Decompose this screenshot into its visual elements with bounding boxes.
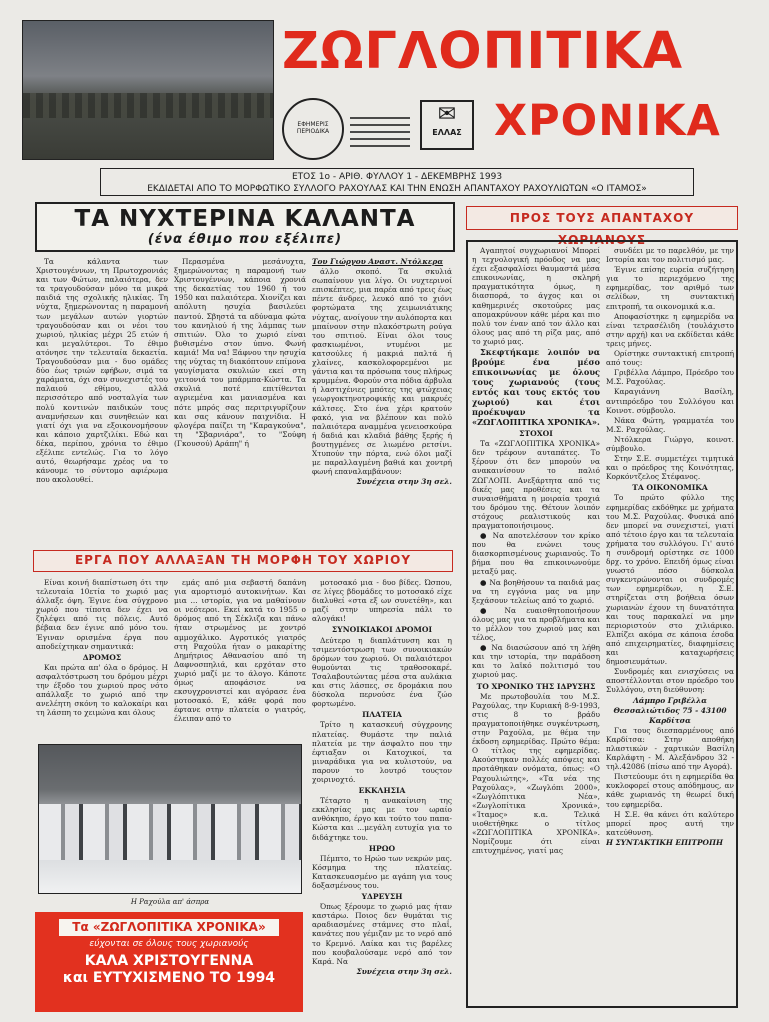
post-horn-logo: ✉ ΕΛΛΑΣ — [420, 100, 474, 150]
article1-column-2: Περασμένα μεσάνυχτα, ξημερώνοντας η παραμονή των Χριστουγέννων, κάποια χρονιά της δεκαετίας του 1960 ή του 1950 και παλαιότερα. Χιονίζει και απόλυτη ησυχία βασιλεύει παντού. Σβηστά τα αδύναμα φώτα του κανηλιού ή της λάμπας των σπιτιών. Όλο το χωριό είναι βυθισμένο στον ύπνο. Φωνή καμιά! Μα να! Ξάφνου την ησυχία της νύχτας τη διακόπτουν επίμονα γαυγίσματα σκυλιών εκεί στη γειτονιά του μπάρμπα-Κώστα. Τα σκυλιά ποτέ επιτίθενται αγριεμένα και μανιασμένα και πότε μπρός σας περιτριγυρίζουν και σας κάνουν παιχνίδια. Η φλογέρα παίζει τη "Καραγκούνα", τη "Σβαρνιάρα", το "Σούφη (Γκουσού) Αράπη" ή — [174, 257, 306, 448]
editorial-committee-signature: Η ΣΥΝΤΑΚΤΙΚΗ ΕΠΙΤΡΟΠΗ — [606, 837, 723, 847]
publisher-line: ΕΚΔΙΔΕΤΑΙ ΑΠΟ ΤΟ ΜΟΡΦΩΤΙΚΟ ΣΥΛΛΟΓΟ ΡΑΧΟΥΛΑΣ ΚΑΙ ΤΗΝ ΕΝΩΣΗ ΑΠΑΝΤΑΧΟΥ ΡΑΧΟΥΛΙΩΤΩΝ «Ο ΙΤΑΜΟΣ» — [147, 184, 647, 194]
photo-caption: Η Ραχούλα απ' άσπρα — [130, 898, 210, 906]
article1-column-1: Τα κάλαντα των Χριστουγέννων, τη Πρωτοχρονιάς και των Φώτων, παλαιότερα, δεν τα τραγουδούσαν μόνο τα μικρά παιδιά της σχολικής ηλικίας. Τη νύχτα, ξημερώνοντας η παραμονή των μεγάλων αυτών γιορτών τραγουδούσαν και οι νέοι του χωριού, ηλικίας μέχρι 25 ετών ή και μεγαλύτεροι. Το έθιμο ατόνησε την τελευταία δεκαετία. Τραγουδούσαν μια - δυο ομάδες δύο έως τριών εφήβων, σιμά τα χαράματα, όχι σαν συνεχιστές του παλαιού εθίμου, αλλά περισσότερο από νοσταλγία των πολύ κοντινών παιδικών τους αναμνήσεων και συνηθειών και γιατί όχι για να εξοικονομήσουν και κάποιο χαρτζιλίκι. Εδώ και δέκα, περίπου, χρόνια το έθιμο εξέλιπε εντελώς. Για το λόγο αυτό, θεωρήσαμε χρέος να το κάνουμε το σύντομο αφιέρωμα που ακολουθεί. — [36, 257, 168, 485]
periodical-stamp-icon: ΕΦΗΜΕΡΙΣ ΠΕΡΙΟΔΙΚΑ — [282, 98, 344, 160]
ad-happy-new-year: και ΕΥΤΥΧΙΣΜΕΝΟ ΤΟ 1994 — [62, 970, 276, 986]
ad-wishes-line: εύχονται σε όλους τους χωριανούς — [89, 939, 249, 949]
postmark-waves-icon — [350, 112, 410, 148]
article2-column-3: μοτοσακό μια - δυο βίδες. Ώσπου, σε λίγες βδομάδες το μοτοσακό είχε διαλυθεί «στα εξ ων συνετέθη», και μαζί στην υπηρεσία πάλι το αλογάκι! ΣΥΝΟΙΚΙΑΚΟΙ ΔΡΟΜΟΙ Δεύτερο η διαπλάτυνση και η τσιμεντόστρωση των συνοικιακών δρόμων του χωριού. Οι παλαιότεροι θυμούνται τις τραθοσοκαρέ. Τσαλαβουτώντας μέσα στα αυλάκια και στις λάσπες, σε δρομάκια που δύσκολα περνούσε ένα ζώο φορτωμένο. ΠΛΑΤΕΙΑ Τρίτο η κατασκευή σύγχρονης πλατείας. Θυμάστε την παλιά πλατεία με την άσφαλτο που την έφτιαξαν οι Κατοχικοί, τα μιναράδικα για να κυλιστούν, να παρουν το λουτρό τουςτον χοιρινοχτό. ΕΚΚΛΗΣΙΑ Τέταρτο η ανακαίνιση της εκκλησίας μας με τον ωραίο ανθόκηπο, έργο και τούτο του παπα-Κώστα και ...μεγάλη ευτυχία για το διδάχτηκε του. ΗΡΩΟ Πέμπτο, το Ηρώο των νεκρών μας. Κόσμημα της πλατείας. Κατασκευασμένο με αγάπη για τους δοξασμένους του. ΥΔΡΕΥΣΗ Όπως ξέρουμε το χωριό μας ήταν καστάρω. Ποιος δεν θυμάται τις αραδιασμένες στάμνες στο πλαΐ, κανάτες που γέμιζαν με το νερό από το Κρεμνό. Λαίκα και τις βαρέλες που κουβαλούσαμε νερό από τον Καρά. Να Συνέχεια στην 3η σελ. — [312, 578, 452, 976]
ad-merry-christmas: ΚΑΛΑ ΧΡΙΣΤΟΥΓΕΝΝΑ — [84, 953, 254, 969]
ad-newspaper-name: Τα «ΖΩΓΛΟΠΙΤΙΚΑ ΧΡΟΝΙΚΑ» — [59, 919, 279, 936]
article1-continued: Συνέχεια στην 3η σελ. — [356, 477, 452, 487]
article2-column-1: Είναι κοινή διαπίστωση ότι την τελευταία 10ετία το χωριό μας άλλαξε όψη. Έγινε ένα σύγχρονο χωριό που τίποτα δεν έχει να ζηλέψει από τις πόλεις. Αυτό βέβαια δεν έγινε από μόνο του. Έγιναν ορισμένα έργα που αποδείχτηκαν σημαντικά: ΔΡΟΜΟΣ Και πρώτα απ' όλα ο δρόμος. Η ασφαλτόστρωση του δρόμου μέχρι την έξοδο του χωριού προς νότο απάλλαξε το χωριό από την ανελέητη σκόνη το καλοκαίρι και τη λάσπη το χειμώνα και όλους — [36, 578, 168, 718]
newspaper-title-line2: ΧΡΟΝΙΚΑ — [494, 96, 721, 146]
article2-continued: Συνέχεια στην 3η σελ. — [356, 966, 452, 976]
article1-subtitle: (ένα έθιμο που εξέλιπε) — [147, 232, 343, 247]
article2-banner: ΕΡΓΑ ΠΟΥ ΑΛΛΑΞΑΝ ΤΗ ΜΟΡΦΗ ΤΟΥ ΧΩΡΙΟΥ — [33, 550, 453, 572]
newspaper-title-line1: ΖΩΓΛΟΠΙΤΙΚΑ — [282, 22, 684, 81]
article1-column-3: Του Γιώργου Αναστ. Ντόλκερα άλλο σκοπό. Τα σκυλιά σωπαίνουν για λίγο. Οι νυχτερινοί επισκέπτες, μια παρέα από τρεις έως πέντε άνδρες, λευκό από το χιόνι φορτώματα της χειμωνιάτικης νύχτας, ανοίγουν την αυλόπορτα και μπαίνουν στην πλακόστρωτη ρούγα του σπιτιού. Είναι όλοι τους φασκιωμένοι, ντυμένοι με κατσούλες ή μακριά παλτά ή χλαίνες, κασκολοφορεμένοι με γάντια και τα πρόσωπα τους πλήρως κρυμμένα. Φορούν στα πόδια άρβυλα ή λαστιχένιες μπότες της φτώχειας γεωργοκτηνοτροφικής και μακρυές κάλτσες. Στο ένα χέρι κρατούν φακό, για να βλέπουν και πολύ παλαιότερα αναμμένα γενειοσκούρα ή δαδιά και κλαδιά βάθης ξερής ή βουτηγμένες σε λιωμένο ρετσίνι. Χτυπούν την πόρτα, ενώ όλοι μαζί με παραλλαγμένη βαθιά και χοντρή φωνή επαναλαμβάνουν: Συνέχεια στην 3η σελ. — [312, 257, 452, 487]
masthead-photo — [22, 20, 274, 160]
village-snow-photo — [38, 744, 302, 894]
issue-line: ΕΤΟΣ 1ο - ΑΡΙΘ. ΦΥΛΛΟΥ 1 - ΔΕΚΕΜΒΡΗΣ 1993 — [291, 172, 503, 182]
right-banner: ΠΡΟΣ ΤΟΥΣ ΑΠΑΝΤΑΧΟΥ ΧΩΡΙΑΝΟΥΣ — [466, 206, 738, 230]
right-column-2: συνδέει με το παρελθόν, με την Ιστορία και τον πολιτισμό μας. Έγινε επίσης ευρεία συζήτηση για το περιεχόμενο της εφημερίδας, τον αριθμό των σελίδων, τη συντακτική επιτροπή, τα οικονομικά κ.α. Αποφασίστηκε η εφημερίδα να είναι τετρασέλιδη (τουλάχιστο στην αρχή) και να εκδίδεται κάθε τρεις μήνες. Ορίστηκε συντακτική επιτροπή από τους: Γριβέλλα Λάμπρο, Πρόεδρο του Μ.Σ. Ραχούλας. Καραγιάννη Βασίλη, αντιπρόεδρο του Συλλόγου και Κοινοτ. σύμβουλο. Νάκα Φώτη, γραμματέα του Μ.Σ. Ραχούλας. Ντόλκερα Γιώργο, κοινοτ. σύμβουλο. Στην Σ.Ε. συμμετέχει τιμητικά και ο πρόεδρος της Κοινότητας, Κορκόντζελος Στέφανος. ΤΑ ΟΙΚΟΝΟΜΙΚΑ Το πρώτο φύλλο της εφημερίδας εκδόθηκε με χρήματα του Μ.Σ. Ραχούλας. Φυσικά από δεν μπορεί να συνεχιστεί, γιατί από τέτοιο έργο και τα τελευταία χρήματα του συλλόγου. Γι' αυτό η συνδρομή ορίστηκε σε 1000 δρχ. το χρόνο. Επειδή όμως είναι γνωστό πόσο δύσκολα συγκεντρώνονται οι συνδρομές των εφημερίδων, η Σ.Ε. στηρίζεται στη βοήθεια όσων χωριανών έχουν τη δυνατότητα και τους παρακαλεί να μην περιοριστούν στο χιλιάρικο. Ελπίζει ακόμα σε κάποια έσοδα από επιχειρηματίες, διαφημίσεις και καταχωρήσεις δημοσιευμάτων. Συνδρομές και ενισχύσεις να αποστέλλονται στον πρόεδρο του Συλλόγου, στη διεύθυνση: Λάμπρο Γριβέλλα Θεσσαλιώτιδος 75 - 43100 Καρδίτσα Για τους διεσπαρμένους από Καρδίτσα: Στην αποθήκη πλαστικών - χαρτικών Βασίλη Καρλάφτη - Μ. Αλεξάνδρου 32 - τηλ.42086 (πίσω από την Αγορά). Πιστεύουμε ότι η εφημερίδα θα κυκλοφορεί στους απόδημους, αν κάθε χωριανός τη θεωρεί δική του εφημερίδα. Η Σ.Ε. θα κάνει ότι καλύτερο μπορεί προς αυτή την κατεύθυνση. Η ΣΥΝΤΑΚΤΙΚΗ ΕΠΙΤΡΟΠΗ — [606, 246, 734, 847]
issue-info-box — [100, 168, 694, 196]
article2-column-2: εμάς από μια σεβαστή δαπάνη για αμορτισμό αυτοκινήτων. Και μια ... ιστορία, για να μαθαίνουν οι νεότεροι. Εκεί κατά το 1955 ο δρόμος από τη Σέκλιζα και πάνω ήταν στρωμένος με χοντρό αμμοχάλικο. Αγροτικός γιατρός στη Ραχούλα ήταν ο μακαρίτης Δημήτριος Αθανασίου από τη Δαφνοσπηλιά, και ερχόταν στο χωριό μαζί με το άλογο. Κάποτε όμως αποφάσισε να εκσυγχρονιστεί και αγόρασε ένα μοτοσακό. Ε, κάθε φορά που έφτανε στην πλατεία ο γιατρός, έλειπαν από το — [174, 578, 306, 724]
article1-title: ΤΑ ΝΥΧΤΕΡΙΝΑ ΚΑΛΑΝΤΑ — [74, 206, 416, 232]
article1-byline: Του Γιώργου Αναστ. Ντόλκερα — [312, 257, 444, 266]
post-horn-icon: ✉ — [437, 102, 457, 127]
christmas-greeting-ad — [35, 912, 303, 1012]
article1-heading — [35, 202, 455, 252]
right-column-1: Αγαπητοί συγχωριανοί Μπορεί η τεχνολογική πρόοδος να μας έχει εξασφαλίσει θαυμαστά μέσα επικοινωνίας, η σκληρή πραγματικότητα όμως, η διασπορά, το άγχος και οι καθημερινές σκοτούρες μας απομακρύνουν κάθε μέρα και πιο πολύ τον έναν από τον άλλο και όλους μας από τη ρίζα μας, από το χωριό μας. Σκεφτήκαμε λοιπόν να βρούμε ένα μέσο επικοινωνίας με όλους τους χωριανούς (τους εντός και τους εκτός του χωριού) και έτσι προέκυψαν τα «ΖΩΓΛΟΠΙΤΙΚΑ ΧΡΟΝΙΚΑ». ΣΤΟΧΟΙ Τα «ΖΩΓΛΟΠΙΤΙΚΑ ΧΡΟΝΙΚΑ» δεν τρέφουν αυταπάτες. Το ξέρουν ότι δεν μπορούν να ανακαινίσουν το παλιό ΖΩΓΛΟΠΙ. Ανεξάρτητα από τις δικές μας προθέσεις και τα συναισθήματα η μοιραία τροχιά του δρόμου της. Θέτουν λοιπόν στόχους ρεαλιστικούς και πραγματοποιήσιμους. ● Να αποτελέσουν τον κρίκο που θα ενώνει τους διασκορπισμένους χωριανούς. Το βήμα που θα επικοινωνούμε μεταξύ μας. ● Να βοηθήσουν τα παιδιά μας να τη εγγόνια μας να μην ξεχάσουν τελείως από το χωριό. ● Να ευαισθητοποιήσουν όλους μας για τα προβλήματα και το μέλλον του χωριού μας και τέλος, ● Να διασώσουν από τη λήθη και την ιστορία, την παράδοση και το λαϊκό πολιτισμό του χωριού μας. ΤΟ ΧΡΟΝΙΚΟ ΤΗΣ ΙΔΡΥΣΗΣ Με πρωτοβουλία του Μ.Σ. Ραχούλας, την Κυριακή 8-9-1993, στις 8 το βράδυ πραγματοποιήθηκε συγκέντρωση, στην Ραχούλα, με θέμα την έκδοση εφημερίδας. Πρώτο θέμα: Ο τίτλος της εφημερίδας. Ακούστηκαν πολλές απόψεις και προτάθηκαν ονόματα, όπως: «Ο Ραχουλιώτης», «Τα νέα της Ραχούλας», «Ζωγλόπι 2000», «Ζωγλόπιτικα Νέα», «Ζωγλοπίτικα Χρονικά», «Ίταμος» κ.α. Τελικά υιοθετήθηκε ο τίτλος «ΖΩΓΛΟΠΙΤΙΚΑ ΧΡΟΝΙΚΑ». Νομίζουμε ότι είναι επιτυχημένος, γιατί μας — [472, 246, 600, 856]
